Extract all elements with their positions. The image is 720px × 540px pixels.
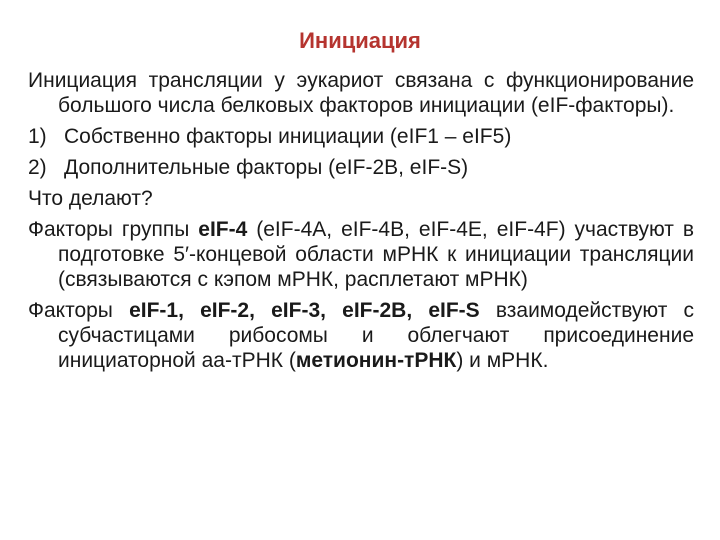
other-factors-paragraph <box>28 298 694 373</box>
other-prefix: Факторы <box>28 299 130 322</box>
list-item-1-text: Собственно факторы инициации (eIF1 – eIF5) <box>64 125 512 148</box>
list-item-2-text: Дополнительные факторы (eIF-2B, eIF-S) <box>64 156 469 179</box>
question-line: Что делают? <box>28 187 153 210</box>
factor-eif2b: eIF-2B, <box>342 299 413 322</box>
factor-eif3: eIF-3, <box>271 299 326 322</box>
slide-body <box>28 68 694 379</box>
list-item-1-number: 1) <box>28 125 47 148</box>
slide-title: Инициация <box>299 28 421 53</box>
list-item-2 <box>28 155 694 180</box>
eif4-paragraph <box>28 217 694 292</box>
list-item-2-number: 2) <box>28 156 47 179</box>
intro-paragraph: Инициация трансляции у эукариот связана с функционирование большого числа белковых факторов инициации (eIF-факторы). <box>28 69 694 117</box>
other-end: ) и мРНК. <box>456 349 549 372</box>
eif4-rest: (eIF-4A, eIF-4B, eIF-4E, eIF-4F) участвуют в подготовке 5′-концевой области мРНК к инициации трансляции (связываются с кэпом мРНК, расплетают мРНК) <box>58 218 694 291</box>
eif4-bold-term: eIF-4 <box>198 218 248 241</box>
methionine-trna-term: метионин-тРНК <box>295 349 457 372</box>
factor-eifs: eIF-S <box>428 299 480 322</box>
list-item-1 <box>28 124 694 149</box>
other-mid: взаимодействуют с субчастицами рибосомы и облегчают присоединение инициаторной аа-тРНК ( <box>58 299 695 372</box>
factor-eif1: eIF-1, <box>129 299 184 322</box>
eif4-prefix: Факторы группы <box>28 218 199 241</box>
factor-eif2: eIF-2, <box>200 299 255 322</box>
